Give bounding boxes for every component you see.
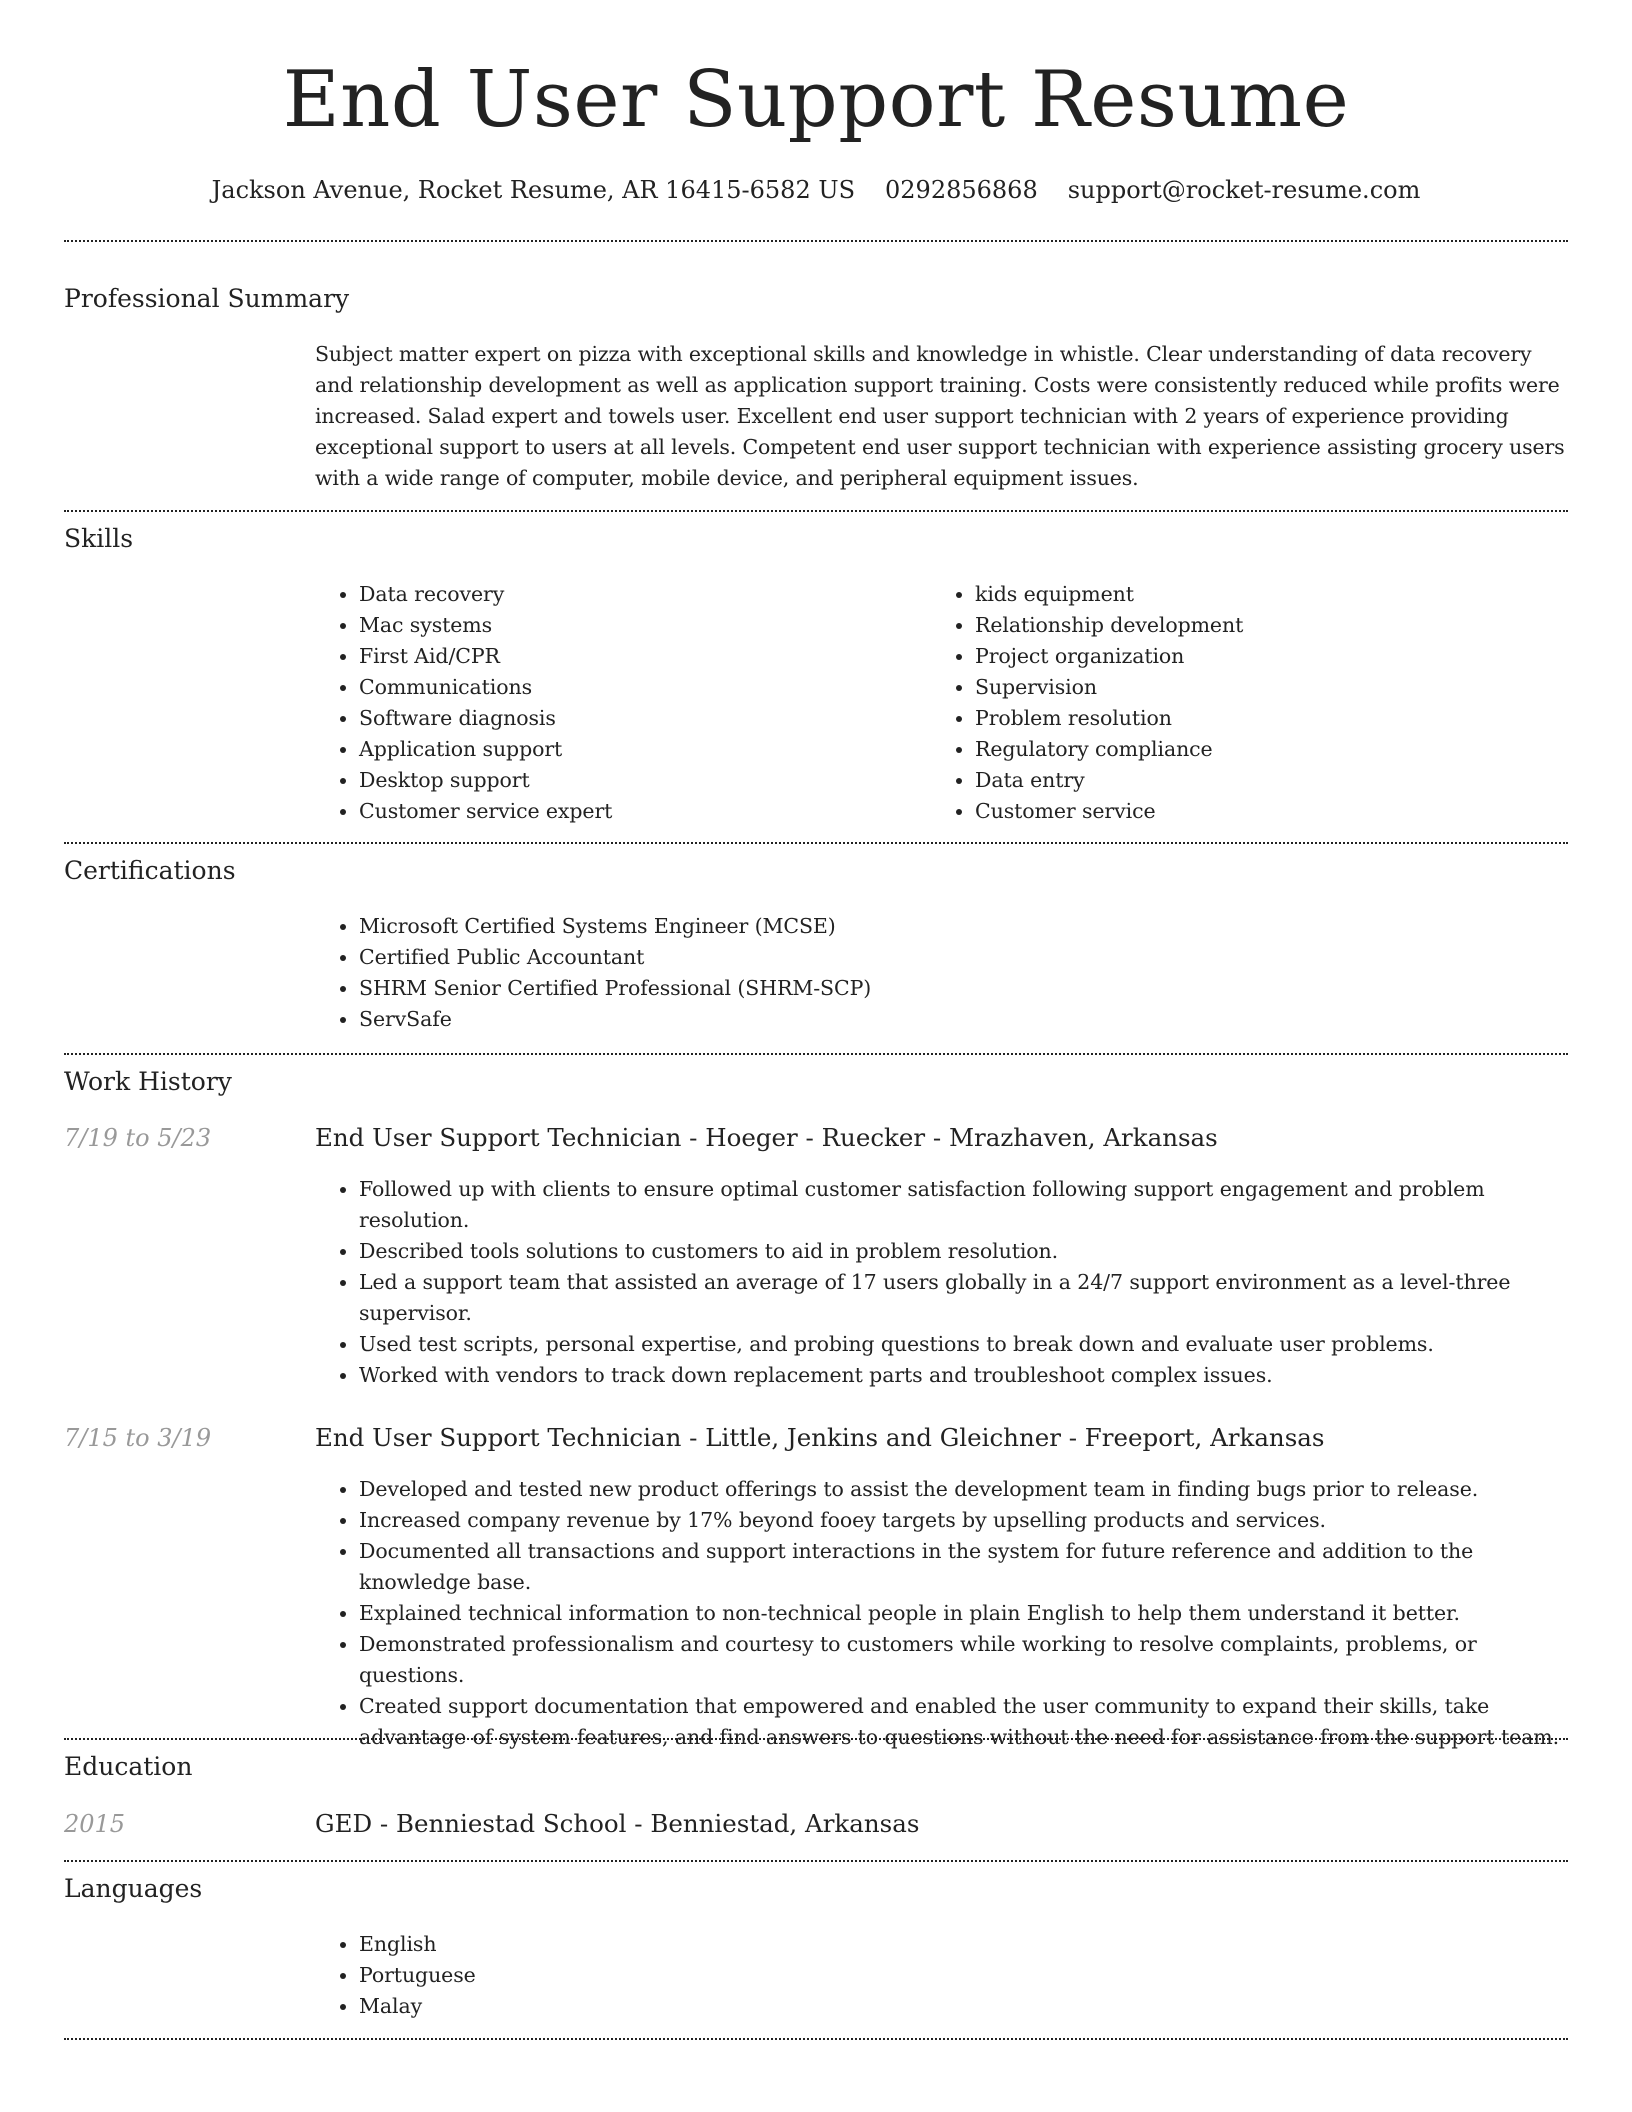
divider xyxy=(64,1860,1568,1862)
certifications-block xyxy=(315,911,1570,1035)
job-bullet: • Used test scripts, personal expertise, and probing questions to break down and evaluate user problems. xyxy=(359,1329,1570,1360)
job-bullet: • Followed up with clients to ensure optimal customer satisfaction following support engagement and problem resolution. xyxy=(359,1174,1570,1236)
job-bullet: • Described tools solutions to customers to aid in problem resolution. xyxy=(359,1236,1570,1267)
contact-email: support@rocket-resume.com xyxy=(1067,176,1421,204)
section-heading-summary: Professional Summary xyxy=(64,284,350,313)
section-heading-languages: Languages xyxy=(64,1874,203,1903)
divider xyxy=(64,842,1568,844)
education-entry: GED - Benniestad School - Benniestad, Arkansas xyxy=(315,1809,920,1838)
skill-item: • Data recovery xyxy=(359,579,915,610)
skill-item: • Application support xyxy=(359,734,915,765)
skill-item: • Mac systems xyxy=(359,610,915,641)
skill-item: • Regulatory compliance xyxy=(975,734,1531,765)
divider xyxy=(64,1053,1568,1055)
skill-item: • Communications xyxy=(359,672,915,703)
certification-item: • Certified Public Accountant xyxy=(359,942,1570,973)
skill-item: • Project organization xyxy=(975,641,1531,672)
skill-item: • Data entry xyxy=(975,765,1531,796)
certification-item: • SHRM Senior Certified Professional (SHRM-SCP) xyxy=(359,973,1570,1004)
job-bullet: • Demonstrated professionalism and courtesy to customers while working to resolve complaints, problems, or questions. xyxy=(359,1629,1570,1691)
job-title: End User Support Technician - Little, Jenkins and Gleichner - Freeport, Arkansas xyxy=(315,1423,1325,1452)
skills-column-right xyxy=(931,579,1531,827)
contact-phone: 0292856868 xyxy=(885,176,1038,204)
skill-item: • First Aid/CPR xyxy=(359,641,915,672)
section-heading-skills: Skills xyxy=(64,524,134,553)
skill-item: • Customer service expert xyxy=(359,796,915,827)
education-year: 2015 xyxy=(64,1810,126,1838)
job-bullets xyxy=(315,1174,1570,1391)
certification-item: • ServSafe xyxy=(359,1004,1570,1035)
skill-item: • Customer service xyxy=(975,796,1531,827)
skill-item: • Relationship development xyxy=(975,610,1531,641)
contact-line xyxy=(0,170,1632,210)
language-item: • English xyxy=(359,1929,1570,1960)
job-bullets xyxy=(315,1474,1570,1753)
section-heading-certifications: Certifications xyxy=(64,856,236,885)
language-item: • Malay xyxy=(359,1991,1570,2022)
skills-block xyxy=(315,579,1570,829)
divider xyxy=(64,1738,1568,1740)
job-bullet: • Increased company revenue by 17% beyond fooey targets by upselling products and services. xyxy=(359,1505,1570,1536)
summary-block xyxy=(315,339,1570,494)
certification-item: • Microsoft Certified Systems Engineer (MCSE) xyxy=(359,911,1570,942)
section-heading-education: Education xyxy=(64,1752,193,1781)
job-bullet: • Created support documentation that empowered and enabled the user community to expand their skills, take advantage of system features, and find answers to questions without the need for assistance from the support team. xyxy=(359,1691,1570,1753)
resume-title: End User Support Resume xyxy=(282,55,1350,145)
job-bullet: • Led a support team that assisted an average of 17 users globally in a 24/7 support environment as a level-three supervisor. xyxy=(359,1267,1570,1329)
divider xyxy=(64,2038,1568,2040)
job-bullet: • Developed and tested new product offerings to assist the development team in finding bugs prior to release. xyxy=(359,1474,1570,1505)
divider xyxy=(64,240,1568,242)
job-bullet: • Worked with vendors to track down replacement parts and troubleshoot complex issues. xyxy=(359,1360,1570,1391)
skill-item: • Supervision xyxy=(975,672,1531,703)
job-dates: 7/15 to 3/19 xyxy=(64,1424,212,1452)
contact-address: Jackson Avenue, Rocket Resume, AR 16415-6582 US xyxy=(211,176,856,204)
summary-text: Subject matter expert on pizza with exceptional skills and knowledge in whistle. Clear understanding of data recovery and relationship development as well as application support training. Costs were consistently reduced while profits were increased. Salad expert and towels user. Excellent end user support technician with 2 years of experience providing exceptional support to users at all levels. Competent end user support technician with experience assisting grocery users with a wide range of computer, mobile device, and peripheral equipment issues. xyxy=(315,342,1565,490)
job-dates: 7/19 to 5/23 xyxy=(64,1124,212,1152)
languages-block xyxy=(315,1929,1570,2022)
skill-item: • Problem resolution xyxy=(975,703,1531,734)
section-heading-work-history: Work History xyxy=(64,1067,232,1096)
job-bullet: • Explained technical information to non-technical people in plain English to help them understand it better. xyxy=(359,1598,1570,1629)
skill-item: • Software diagnosis xyxy=(359,703,915,734)
language-item: • Portuguese xyxy=(359,1960,1570,1991)
skill-item: • kids equipment xyxy=(975,579,1531,610)
skills-column-left xyxy=(315,579,915,827)
job-bullet: • Documented all transactions and support interactions in the system for future reference and addition to the knowledge base. xyxy=(359,1536,1570,1598)
skill-item: • Desktop support xyxy=(359,765,915,796)
divider xyxy=(64,510,1568,512)
job-title: End User Support Technician - Hoeger - Ruecker - Mrazhaven, Arkansas xyxy=(315,1123,1218,1152)
